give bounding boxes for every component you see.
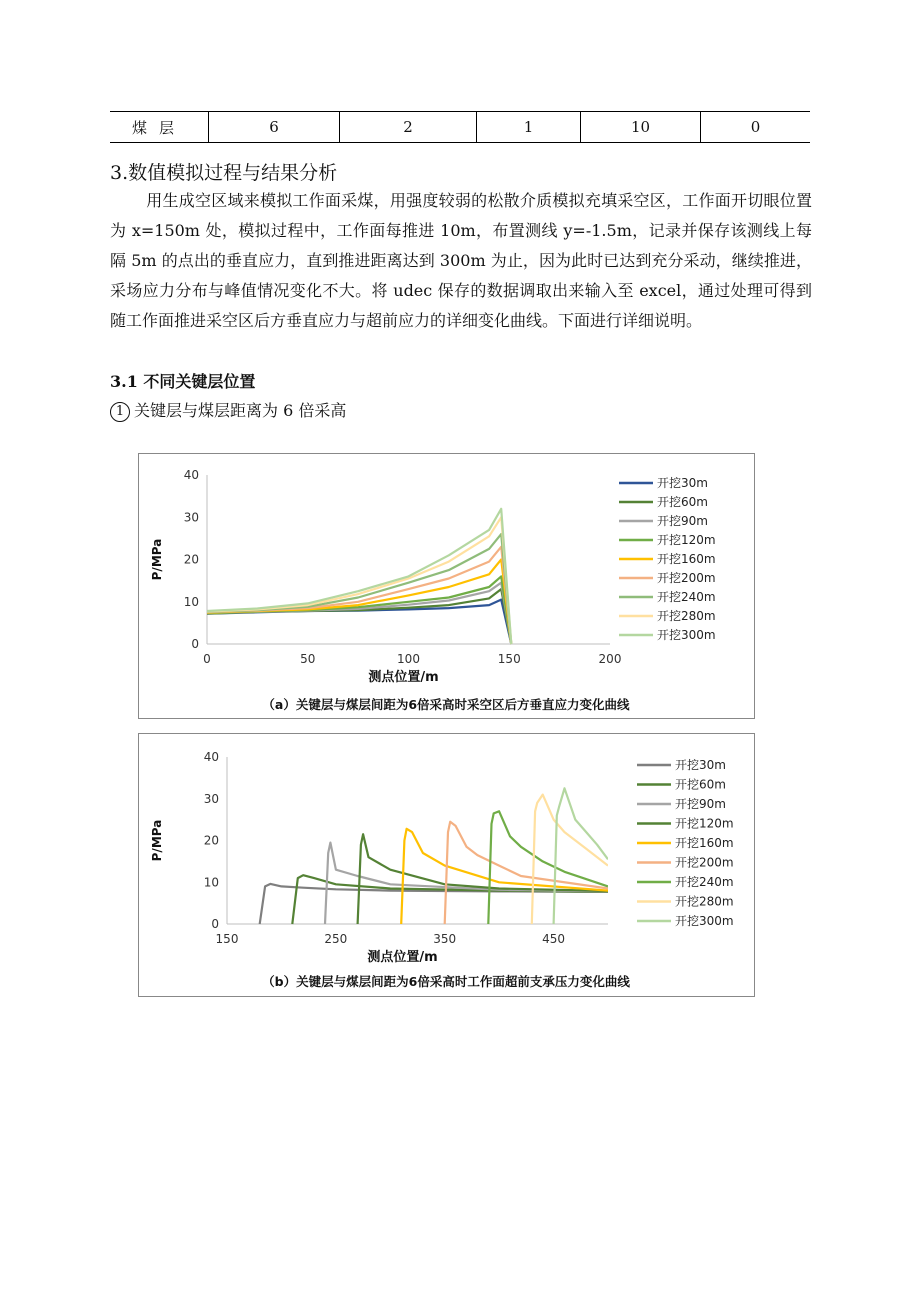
chart-b — [138, 733, 755, 997]
series-line — [532, 795, 608, 924]
y-tick-label: 20 — [183, 552, 199, 567]
numbered-item — [110, 398, 346, 422]
y-tick-label: 0 — [211, 917, 219, 931]
paragraph-text: 用生成空区域来模拟工作面采煤，用强度较弱的松散介质模拟充填采空区，工作面开切眼位置为 x=150m 处，模拟过程中，工作面每推进 10m，布置测线 y=-1.5m，记录并保存该测线上每隔 5m 的点出的垂直应力，直到推进距离达到 300m 为止，因为此时已达到充分采动，继续推进，采场应力分布与峰值情况变化不大。将 udec 保存的数据调取出来输入至 excel，通过处理可得到随工作面推进采空区后方垂直应力与超前应力的详细变化曲线。下面进行详细说明。 — [110, 191, 812, 330]
item-text: 关键层与煤层距离为 6 倍采高 — [134, 401, 347, 420]
legend-label: 开挖280m — [675, 894, 734, 909]
parameter-table-row — [110, 111, 810, 143]
x-tick-label: 200 — [598, 652, 622, 666]
chart-a-svg — [139, 454, 754, 718]
table-cell: 0 — [701, 112, 811, 143]
series-line — [207, 509, 511, 644]
legend-label: 开挖30m — [675, 758, 726, 772]
table-cell: 2 — [340, 112, 477, 143]
legend-label: 开挖120m — [675, 816, 734, 831]
y-tick-label: 10 — [203, 875, 219, 890]
table-row — [110, 112, 810, 143]
y-tick-label: 10 — [183, 594, 199, 609]
legend-label: 开挖300m — [657, 628, 716, 642]
legend-label: 开挖300m — [675, 914, 734, 928]
y-tick-label: 40 — [203, 750, 219, 764]
legend-label: 开挖60m — [675, 777, 726, 792]
legend-label: 开挖200m — [657, 571, 716, 585]
legend-label: 开挖160m — [675, 836, 734, 850]
x-tick-label: 250 — [324, 932, 348, 946]
body-paragraph — [110, 186, 812, 336]
section-title: 3.数值模拟过程与结果分析 — [110, 162, 338, 184]
y-tick-label: 20 — [203, 833, 219, 848]
y-tick-label: 0 — [191, 637, 199, 651]
x-axis-label: 测点位置/m — [367, 950, 438, 965]
legend-label: 开挖160m — [657, 552, 716, 566]
x-tick-label: 50 — [300, 652, 316, 666]
y-axis-label: P/MPa — [150, 538, 164, 581]
subsection-title: 3.1 不同关键层位置 — [110, 372, 256, 391]
legend-label: 开挖60m — [657, 495, 708, 509]
x-tick-label: 350 — [433, 932, 457, 946]
x-axis-label: 测点位置/m — [368, 670, 439, 685]
legend-label: 开挖200m — [675, 855, 734, 870]
legend-label: 开挖280m — [657, 609, 716, 623]
chart-caption: （b）关键层与煤层间距为6倍采高时工作面超前支承压力变化曲线 — [262, 974, 630, 989]
legend-label: 开挖240m — [675, 875, 734, 889]
legend-label: 开挖90m — [675, 797, 726, 811]
series-line — [554, 788, 608, 924]
x-tick-label: 450 — [542, 932, 566, 946]
y-tick-label: 40 — [183, 468, 199, 482]
y-tick-label: 30 — [183, 510, 199, 525]
x-tick-label: 100 — [397, 652, 420, 666]
legend-label: 开挖90m — [657, 514, 708, 528]
circled-number: 1 — [110, 402, 130, 422]
x-tick-label: 0 — [203, 652, 211, 666]
table-cell: 6 — [209, 112, 340, 143]
chart-b-svg — [139, 734, 754, 996]
chart-a — [138, 453, 755, 719]
legend-label: 开挖30m — [657, 476, 708, 490]
x-tick-label: 150 — [215, 932, 239, 946]
series-line — [358, 834, 608, 924]
legend-label: 开挖240m — [657, 590, 716, 604]
series-line — [488, 811, 608, 924]
legend-label: 开挖120m — [657, 533, 716, 547]
table-cell: 1 — [477, 112, 581, 143]
table-cell: 煤层 — [110, 112, 209, 143]
table-cell: 10 — [581, 112, 701, 143]
y-tick-label: 30 — [203, 791, 219, 806]
chart-caption: （a）关键层与煤层间距为6倍采高时采空区后方垂直应力变化曲线 — [262, 697, 630, 712]
x-tick-label: 150 — [497, 652, 521, 666]
y-axis-label: P/MPa — [150, 819, 164, 862]
